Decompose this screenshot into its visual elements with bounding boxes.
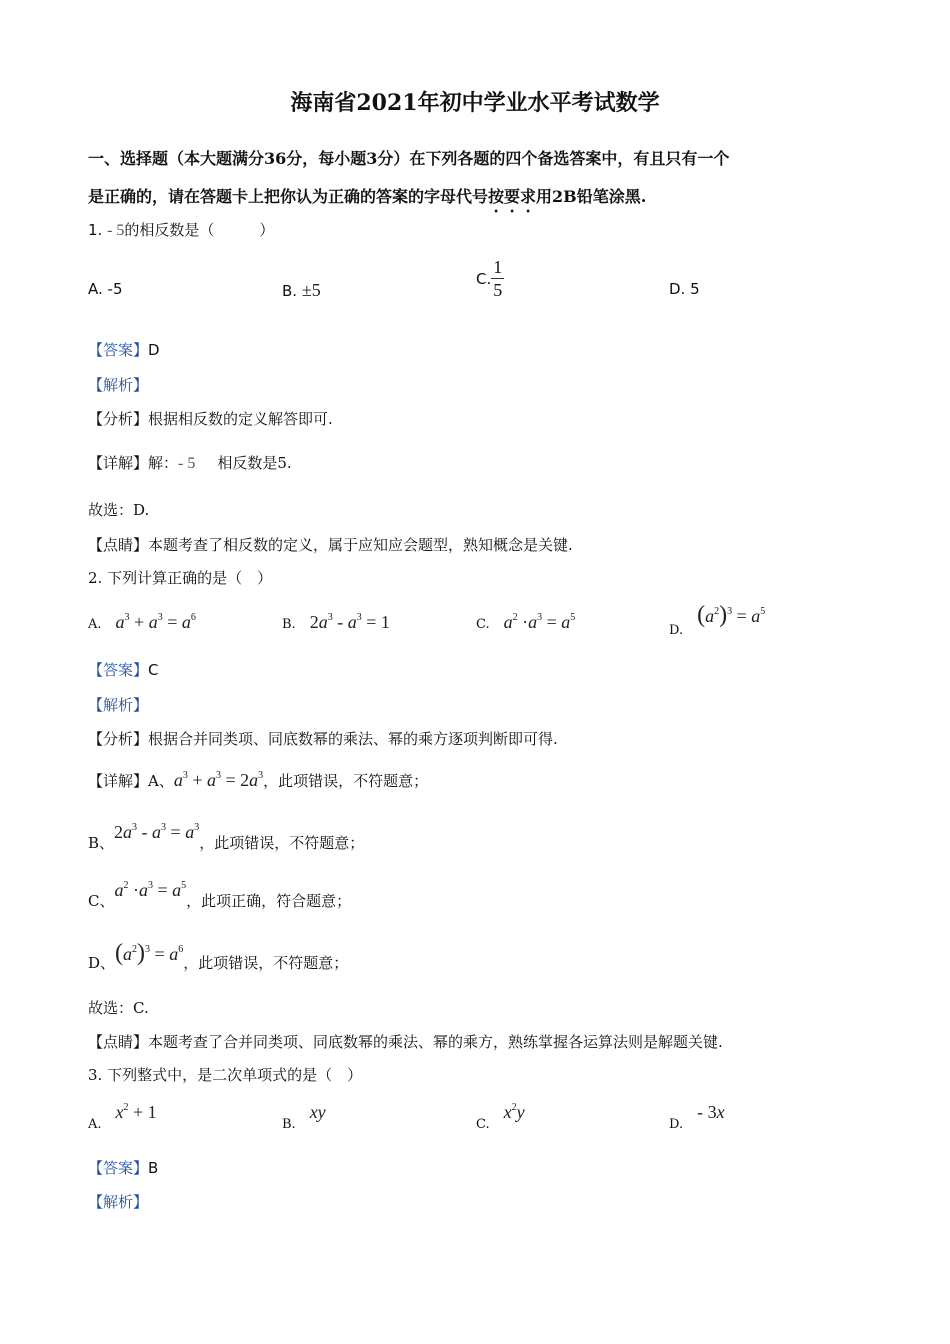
- dianjing-text: 本题考查了合并同类项、同底数幂的乘法、幂的乘方，熟练掌握各运算法则是解题关键.: [148, 1033, 723, 1051]
- option-label: D.: [669, 623, 684, 638]
- q1-dianjing: [88, 534, 573, 555]
- question-3-stem: 3. 下列整式中，是二次单项式的是（ ）: [88, 1066, 363, 1084]
- page-title: 海南省2021年初中学业水平考试数学: [290, 90, 660, 116]
- item-label: C、: [88, 892, 115, 910]
- option-math: xy: [309, 1102, 326, 1122]
- item-math: $2a^3 - a^3 = a^3$: [114, 822, 200, 842]
- question-2-stem: 2. 下列计算正确的是（ ）: [88, 569, 273, 587]
- question-number: 1.: [88, 221, 108, 239]
- option-label: B.: [282, 1117, 296, 1132]
- option-fraction: [491, 256, 504, 301]
- q3-option-c[interactable]: [476, 1102, 525, 1132]
- section-instruction-line1: 一、选择题（本大题满分36分，每小题3分）在下列各题的四个备选答案中，有且只有一个: [88, 149, 730, 168]
- q2-xiangjie-a: [88, 770, 428, 791]
- option-label: B.: [282, 282, 302, 300]
- q2-fenxi: [88, 728, 558, 749]
- item-math: $a^2 \cdot a^3 = a^5$: [114, 880, 187, 900]
- q3-option-d[interactable]: [669, 1102, 725, 1132]
- item-note: ，此项正确，符合题意；: [186, 892, 352, 910]
- item-label: A、: [148, 772, 174, 790]
- option-label: C.: [476, 617, 490, 632]
- q2-dianjing: [88, 1031, 723, 1052]
- xiangjie-text-2: 相反数是5.: [217, 454, 292, 472]
- item-math: $a^3 + a^3 = 2a^3$: [173, 770, 264, 790]
- q3-option-a[interactable]: [88, 1102, 157, 1132]
- option-math: $x^2 + 1$: [115, 1102, 157, 1122]
- q1-option-b[interactable]: [282, 280, 321, 301]
- xiangjie-text: 解：: [148, 454, 179, 472]
- option-label: D.: [669, 280, 691, 298]
- instruction-emphasis: 按要求: [488, 187, 537, 206]
- q1-fenxi: [88, 408, 333, 429]
- answer-value: C: [148, 661, 159, 679]
- option-label: C.: [476, 269, 492, 288]
- fenxi-tag: 【分析】: [88, 730, 149, 748]
- q1-xiangjie: [88, 452, 292, 473]
- option-label: A.: [88, 1117, 102, 1132]
- q2-xiangjie-d: [88, 940, 348, 973]
- option-text: 5: [690, 280, 700, 298]
- fraction-denominator: 5: [493, 280, 503, 300]
- xiangjie-tag: 【详解】: [88, 772, 149, 790]
- q2-option-b[interactable]: [282, 612, 390, 633]
- q2-xiangjie-b: [88, 822, 364, 853]
- q2-xiangjie-c: [88, 880, 351, 911]
- q1-option-c[interactable]: [476, 256, 504, 301]
- q2-option-a[interactable]: [88, 612, 196, 633]
- option-math: - 3x: [697, 1102, 725, 1122]
- option-math: $a^2 \cdot a^3 = a^5$: [503, 612, 576, 632]
- fenxi-text: 根据合并同类项、同底数幂的乘法、幂的乘方逐项判断即可得.: [148, 730, 558, 748]
- xiangjie-math: - 5: [178, 455, 196, 472]
- instruction-text-a: 是正确的，请在答题卡上把你认为正确的答案的字母代号: [88, 187, 489, 206]
- item-note: ，此项错误，不符题意；: [199, 834, 365, 852]
- item-label: D、: [88, 954, 116, 972]
- option-math: $2a^3 - a^3 = 1$: [309, 612, 390, 632]
- answer-tag: 【答案】: [88, 1159, 149, 1177]
- q1-choice: 故选：D.: [88, 501, 150, 519]
- stem-text: 的相反数是（ ）: [124, 221, 275, 239]
- option-math: $a^3 + a^3 = a^6$: [115, 612, 196, 632]
- option-label: A.: [88, 617, 102, 632]
- option-label: D.: [669, 1117, 684, 1132]
- item-note: ，此项错误，不符题意；: [183, 954, 349, 972]
- answer-value: B: [148, 1159, 159, 1177]
- q2-analysis-tag: 【解析】: [88, 696, 149, 714]
- q2-choice: 故选：C.: [88, 999, 149, 1017]
- question-1-stem: [88, 219, 274, 240]
- q3-analysis-tag: 【解析】: [88, 1193, 149, 1211]
- instruction-text-b: 用2B铅笔涂黑.: [536, 187, 647, 206]
- q3-answer: [88, 1157, 158, 1178]
- dianjing-tag: 【点睛】: [88, 1033, 149, 1051]
- answer-tag: 【答案】: [88, 341, 149, 359]
- q2-option-d[interactable]: [669, 602, 765, 638]
- item-label: B、: [88, 834, 115, 852]
- section-instruction-line2: [88, 184, 646, 216]
- stem-math: - 5: [107, 222, 125, 239]
- answer-value: D: [148, 341, 160, 359]
- option-label: C.: [476, 1117, 490, 1132]
- q1-option-d[interactable]: [669, 280, 700, 298]
- dianjing-tag: 【点睛】: [88, 536, 149, 554]
- option-math: $x^2y$: [503, 1102, 525, 1122]
- option-text: -5: [107, 280, 123, 298]
- q1-analysis-tag: 【解析】: [88, 376, 149, 394]
- item-math: $(a^2)^3 = a^6$: [115, 940, 184, 966]
- option-label: A.: [88, 280, 108, 298]
- answer-tag: 【答案】: [88, 661, 149, 679]
- q1-option-a[interactable]: [88, 280, 123, 298]
- q3-option-b[interactable]: [282, 1102, 326, 1132]
- option-math: $(a^2)^3 = a^5$: [697, 602, 766, 628]
- q2-option-c[interactable]: [476, 612, 575, 633]
- item-note: ，此项错误，不符题意；: [263, 772, 429, 790]
- fenxi-tag: 【分析】: [88, 410, 149, 428]
- dianjing-text: 本题考查了相反数的定义，属于应知应会题型，熟知概念是关键.: [148, 536, 573, 554]
- fenxi-text: 根据相反数的定义解答即可.: [148, 410, 333, 428]
- xiangjie-tag: 【详解】: [88, 454, 149, 472]
- option-text: ±5: [301, 280, 321, 300]
- fraction-numerator: 1: [493, 257, 503, 277]
- q2-answer: [88, 659, 159, 680]
- q1-answer: [88, 339, 160, 360]
- option-label: B.: [282, 617, 296, 632]
